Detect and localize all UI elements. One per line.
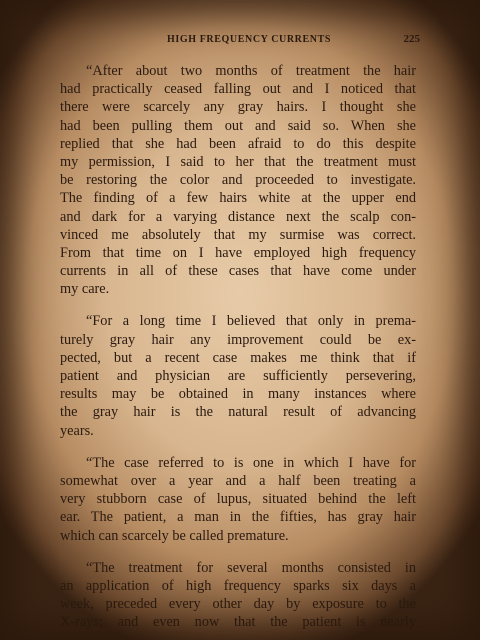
- text-line: pected, but a recent case makes me think that if: [60, 349, 416, 366]
- text-line: replied that she had been afraid to do this despite: [60, 135, 416, 152]
- text-line: results may be obtained in many instances where: [60, 386, 416, 403]
- text-line: be restoring the color and proceeded to investigate.: [60, 172, 416, 189]
- text-line: my care.: [60, 281, 110, 298]
- text-line: very stubborn case of lupus, situated behind the left: [60, 491, 416, 508]
- text-line: vinced me absolutely that my surmise was correct.: [60, 226, 416, 243]
- text-line: “The treatment for several months consisted in: [86, 559, 416, 576]
- text-line: had practically ceased falling out and I noticed that: [60, 81, 416, 98]
- page-body: [60, 62, 416, 640]
- text-line: week, preceded every other day by exposure to the: [60, 596, 416, 613]
- text-line: From that time on I have employed high frequency: [60, 244, 416, 261]
- text-line: somewhat over a year and a half been treating a: [60, 472, 416, 489]
- text-line: “For a long time I believed that only in prema-: [86, 313, 416, 330]
- text-line: the gray hair is the natural result of advancing: [60, 404, 416, 421]
- text-line: patient and physician are sufficiently persevering,: [60, 368, 416, 384]
- text-line: “After about two months of treatment the hair: [86, 63, 416, 79]
- text-line: which can scarcely be called premature.: [60, 527, 289, 544]
- text-line: currents in all of these cases that have come under: [60, 263, 416, 280]
- running-title: HIGH FREQUENCY CURRENTS: [167, 34, 331, 45]
- text-line: years.: [60, 422, 94, 439]
- text-line: X-rays; and even now that the patient is nearly: [60, 614, 416, 631]
- paragraph: [60, 62, 416, 298]
- page-number: 225: [403, 33, 420, 45]
- text-line: ear. The patient, a man in the fifties, has gray hair: [60, 509, 416, 526]
- text-line: turely gray hair any improvement could be ex-: [60, 331, 416, 348]
- text-line: and dark for a varying distance next the scalp con-: [60, 208, 416, 225]
- paragraph: [60, 559, 416, 632]
- text-line: The finding of a few hairs white at the upper end: [60, 190, 416, 207]
- text-line: “The case referred to is one in which I have for: [86, 454, 416, 471]
- text-line: an application of high frequency sparks six days a: [60, 577, 416, 594]
- text-line: my permission, I said to her that the treatment must: [60, 153, 416, 170]
- paragraph: [60, 454, 416, 545]
- page-header: [60, 34, 420, 52]
- text-line: there were scarcely any gray hairs. I thought she: [60, 99, 416, 116]
- paragraph: [60, 312, 416, 439]
- text-line: had been pulling them out and said so. When she: [60, 117, 416, 134]
